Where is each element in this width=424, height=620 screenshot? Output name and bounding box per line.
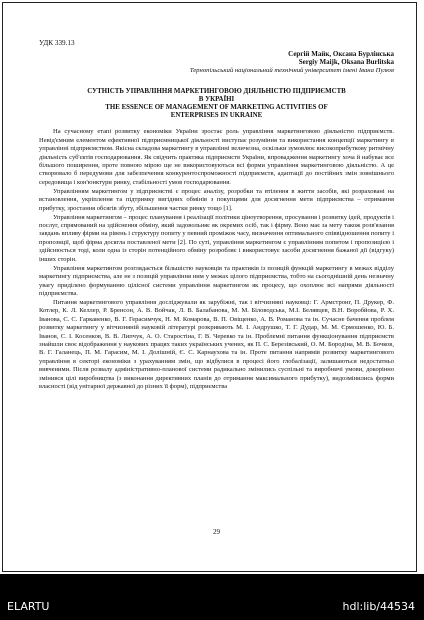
authors-ukrainian: Сергій Майк, Оксана Бурлінська [288, 50, 394, 58]
paragraph-1: На сучасному етапі розвитку економіки України зростає роль управління маркетинговою діяльністю підприємств. Невід'ємним елементом ефективної підприємницької діяльності виступає розуміння та використання концепції маркетингу в управлінні підприємством. Якісна складова маркетингу в управлінні величезна, оскільки зумовлює високоприбуткову ритмічну діяльність суб'єктів господарювання. Як свідчить практика підприємств України, впровадження маркетингу хоча й набуває все більшого поширення, проте повною мірою ще не використовуються всі форми управління маркетинговою діяльністю. А це створювало б передумови для забезпечення конкурентоспроможності підприємств, адаптації до постійних змін зовнішнього середовища і кон'юнктури ринку, стабільності умов господарювання. [39, 128, 394, 186]
title-ukrainian-line1: СУТНІСТЬ УПРАВЛІННЯ МАРКЕТИНГОВОЮ ДІЯЛЬНІСТЮ ПІДПРИЄМСТВ [87, 88, 346, 96]
title-english-line2: ENTERPRISES IN UKRAINE [170, 112, 263, 120]
paragraph-5: Питання маркетингового управління досліджували як зарубіжні, так і вітчизняні науковці: Г. Армстронг, П. Друкер, Ф. Котлер, К. Л. Келлер, Р. Бренсон, А. В. Войчак, Л. В. Балабанова, М. М. Біловодська, М.І. Белявцев, В.Н. Воробйова, Р. Х. Іванова, С. С. Гаркавенко, В. Г. Герасимчук, Н. М. Комарова, В. П. Овіщенко, А. В. Романова та ін. Сучасне бачення проблем розвитку маркетингу у вітчизняній науковій літературі розкривають М. І. Андрушко, Т. Г. Дудар, М. М. Єрмошенко, Ю. Б. Іванов, С. І. Косенков, В. В. Липчук, А. О. Старостіна, Г. В. Черевко та ін. Проблемні питання функціонування підприємств знайшли своє відображення у наукових працях таких українських учених, як П. С. Березівський, О. М. Бородіна, М. В. Бочков, В. Г. Галанець, П. М. Гарасим, М. І. Долішній, Є. С. Карнаухова та ін. Проте питання напрямів розвитку маркетингового управління в секторі економіки з урахуванням змін, що відбулися в процесі його глобалізації, залишаються недостатньо вивченими. Після розвалу адміністративно-планової системи радикально змінились суспільні та виробничі умови, докорінно змінився цілі виробництва (з виконання директивних планів до отримання максимального прибутку), видозмінились форми власності (від унітарної державної до різних її форм), підприємства [39, 298, 394, 390]
article-body [39, 128, 394, 391]
paragraph-2: Управлінням маркетингом у підприємстві є процес аналізу, розробки та втілення в життя засобів, які розраховані на встановлення, укріплення та підтримку вигідних обмінів з покупцями для досягнення мети підприємства – отримання прибутку, зростання обсягів збуту, збільшення частки ринку тощо [1]. [39, 187, 394, 212]
authors-english: Sergiy Maijk, Oksana Burlitska [298, 58, 394, 67]
repository-name: ELARTU [7, 600, 50, 613]
title-english-line1: THE ESSENCE OF MANAGEMENT OF MARKETING ACTIVITIES OF [105, 104, 328, 112]
handle-link[interactable]: hdl:lib/44534 [342, 600, 415, 613]
page-number: 29 [213, 528, 220, 536]
document-page [39, 39, 394, 536]
page-frame [2, 2, 417, 572]
paragraph-3: Управління маркетингом – процес планування і реалізації політики ціноутворення, просування і розвитку ідей, продуктів і послуг, спрямований на здійснення обміну, який задовольняє як окремих осіб, так і фірму. Воно має за мету також розв'язання завдань впливу фірми на рівень і структуру попиту у певний проміжок часу, визначення оптимального співвідношення попиту і пропозиції, щоб фірма досягла поставленої мети [2]. По суті, управління маркетингом є управлінням попитом і пропозицією і здійснюється тоді, коли одна із сторін потенційного обміну розробляє і використовує засоби досягнення бажаної дії (відгуку) інших сторін. [39, 213, 394, 263]
title-ukrainian-line2: В УКРАЇНІ [198, 96, 235, 104]
authors-block [39, 50, 394, 66]
repository-footer-bar [0, 574, 424, 620]
udk-code: УДК 339.13 [39, 39, 75, 47]
paragraph-4: Управління маркетингом розглядається більшістю науковців та практиків із позицій функцій маркетингу в межах відділу маркетингу підприємства, але не з позицій управління ним у межах цілого підприємства, тобто на сьогоднішній день незначну увагу приділено формуванню цілісної системи управління маркетингом як процесу, що охоплює всі напрями діяльності підприємства. [39, 264, 394, 297]
affiliation: Тернопільський національний технічний університет імені Івана Пулюя [189, 67, 394, 75]
title-block [39, 88, 394, 120]
